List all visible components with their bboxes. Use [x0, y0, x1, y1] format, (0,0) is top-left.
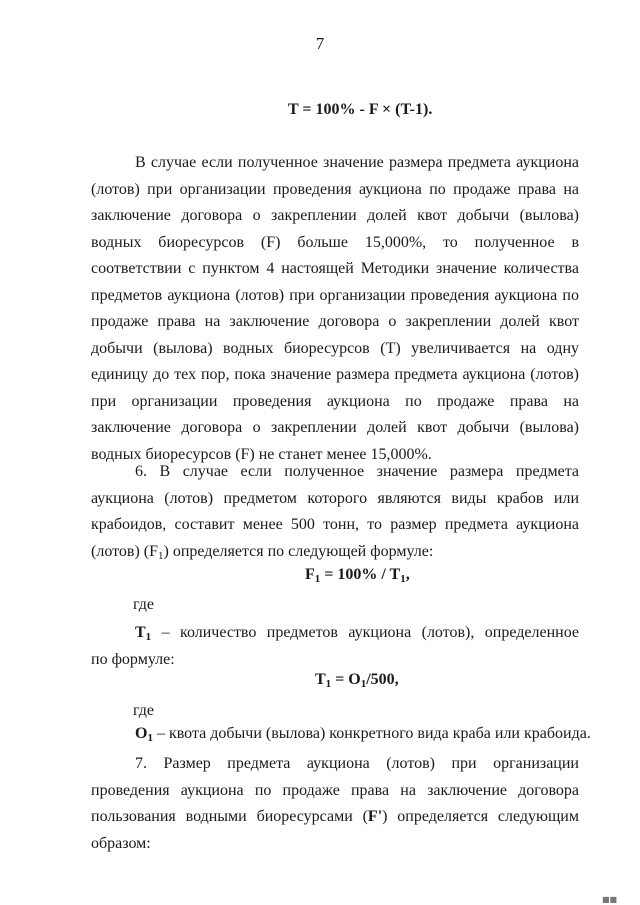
definition-t1-rest: – количество предметов аукциона (лотов), определенное — [151, 624, 579, 641]
paragraph-6-tail: ) определяется по следующей формуле: — [163, 542, 434, 560]
formula-f1-mid-sub: 1 — [400, 573, 406, 585]
formula-t1-lhs: T — [315, 671, 326, 688]
where-label-1: где — [133, 596, 155, 613]
paragraph-6 — [91, 459, 579, 565]
formula-f1-lhs: F — [305, 566, 315, 583]
scan-mark: ■■ — [602, 895, 618, 904]
paragraph-7-tail: ) определяется следующим образом: — [91, 808, 579, 852]
paragraph-7 — [91, 751, 579, 857]
definition-o1-rest: – квота добычи (вылова) конкретного вида краба или крабоида. — [152, 725, 591, 742]
formula-t-lhs: T — [288, 101, 299, 118]
definition-t1 — [91, 620, 579, 673]
formula-t1-mid: = O — [331, 671, 361, 688]
formula-t1-end: /500, — [366, 671, 399, 688]
paragraph-f-greater-15: В случае если полученное значение размера предмета аукциона (лотов) при организации проведения аукциона по продаже права на заключение договора о закреплении долей квот добычи (вылова) водных биоресурсов (F) больше 15,000%, то полученное в соответствии с пунктом 4 настоящей Методики значение количества предметов аукциона (лотов) при организации проведения аукциона по продаже права на заключение договора о закреплении долей квот добычи (вылова) водных биоресурсов (Т) увеличивается на одну единицу до тех пор, пока значение размера предмета аукциона (лотов) при организации проведения аукциона по продаже права на заключение договора о закреплении долей квот добычи (вылова) водных биоресурсов (F) не станет менее 15,000%. — [91, 154, 579, 463]
paragraph-6-text: 6. В случае если полученное значение размера предмета аукциона (лотов) предметом которого являются виды крабов или крабоидов, составит менее 500 тонн, то размер предмета аукциона (лотов) (F — [91, 463, 579, 560]
paragraph-7-text: 7. Размер предмета аукциона (лотов) при организации проведения аукциона по продаже права на заключение договора пользования водными биоресурсами ( — [91, 755, 579, 825]
definition-t1-term: T — [135, 624, 146, 641]
formula-f1-lhs-sub: 1 — [314, 573, 321, 585]
definition-t1-line2: по формуле: — [91, 650, 175, 668]
formula-t — [288, 101, 432, 119]
definition-t1-term-sub: 1 — [145, 631, 152, 643]
formula-f1-end: , — [405, 566, 410, 583]
where-label-2: где — [133, 702, 155, 719]
definition-o1-term: O — [135, 725, 148, 742]
definition-o1 — [135, 725, 591, 743]
formula-f1-mid: = 100% / T — [320, 566, 401, 583]
formula-t1-mid-sub: 1 — [360, 678, 367, 690]
formula-f1 — [305, 566, 410, 584]
paragraph-6-sub: 1 — [158, 549, 164, 562]
formula-t1 — [315, 671, 399, 689]
formula-t-rhs: = 100% - F × (T-1). — [298, 101, 433, 118]
definition-o1-term-sub: 1 — [147, 732, 153, 744]
definition-t1-line1 — [91, 620, 579, 647]
page-number: 7 — [315, 34, 325, 53]
formula-t1-lhs-sub: 1 — [325, 678, 332, 690]
paragraph-7-bold: F' — [367, 808, 383, 825]
